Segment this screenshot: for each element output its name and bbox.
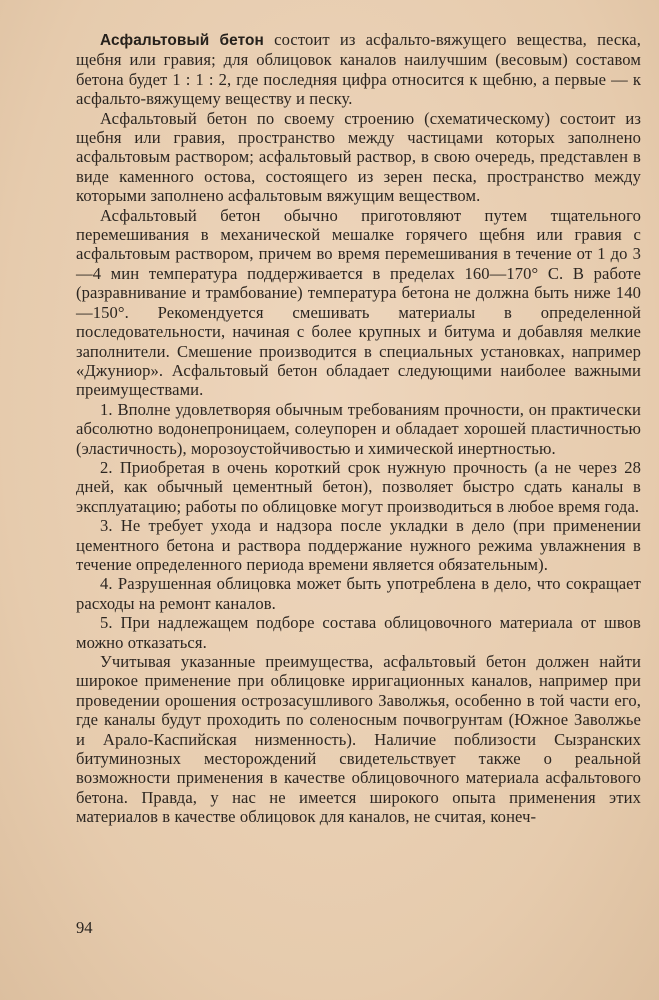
list-item-3: 3. Не требует ухода и надзора после укладки в дело (при применении цементного бетона и раствора поддержание нужного режима увлажнения в течение определенного периода времени является обязательным). [76, 516, 641, 574]
lead-term: Асфальтовый бетон [100, 32, 264, 49]
page-number: 94 [76, 918, 93, 937]
paragraph-application: Учитывая указанные преимущества, асфальтовый бетон должен найти широкое применение при облицовке ирригационных каналов, например при проведении орошения острозасушливого Заволжья, особенно в той части его, где каналы будут проходить по соленосным почвогрунтам (Южное Заволжье и Арало-Каспийская низменность). Наличие поблизости Сызранских битуминозных месторождений свидетельствует также о реальной возможности применения в качестве облицовочного материала асфальтового бетона. Правда, у нас не имеется широкого опыта применения этих материалов в качестве облицовок для каналов, не считая, конеч- [76, 652, 641, 827]
list-item-1: 1. Вполне удовлетворяя обычным требованиям прочности, он практически абсолютно водонепроницаем, солеупорен и обладает хорошей пластичностью (эластичность), морозоустойчивостью и химической инертностью. [76, 399, 641, 458]
paragraph-structure: Асфальтовый бетон по своему строению (схематическому) состоит из щебня или гравия, пространство между частицами которых заполнено асфальтовым раствором; асфальтовый раствор, в свою очередь, представлен в виде каменного остова, состоящего из зерен песка, пространство между которыми заполнено асфальтовым вяжущим веществом. [76, 108, 641, 206]
paragraph-preparation: Асфальтовый бетон обычно приготовляют путем тщательного перемешивания в механической мешалке горячего щебня или гравия с асфальтовым раствором, причем во время перемешивания в течение от 1 до 3—4 мин температура поддерживается в пределах 160—170° С. В работе (разравнивание и трамбование) температура бетона не должна быть ниже 140—150°. Рекомендуется смешивать материалы в определенной последовательности, начиная с более крупных и битума и добавляя мелкие заполнители. Смешение производится в специальных установках, например «Джуниор». Асфальтовый бетон обладает следующими наиболее важными преимуществами. [76, 205, 641, 400]
body-text [76, 30, 641, 827]
list-item-2: 2. Приобретая в очень короткий срок нужную прочность (а не через 28 дней, как обычный цементный бетон), позволяет быстро сдать каналы в эксплуатацию; работы по облицовке могут производиться в любое время года. [76, 457, 641, 516]
paragraph-asphalt-concrete-composition [76, 30, 641, 109]
paragraph-text: состоит из асфальто-вяжущего вещества, песка, щебня или гравия; для облицовок каналов наилучшим (весовым) составом бетона будет 1 : 1 : 2, где последняя цифра относится к щебню, а первые — к асфальто-вяжущему веществу и песку. [76, 30, 642, 109]
list-item-4: 4. Разрушенная облицовка может быть употреблена в дело, что сокращает расходы на ремонт каналов. [76, 574, 641, 613]
list-item-5: 5. При надлежащем подборе состава облицовочного материала от швов можно отказаться. [76, 613, 641, 652]
